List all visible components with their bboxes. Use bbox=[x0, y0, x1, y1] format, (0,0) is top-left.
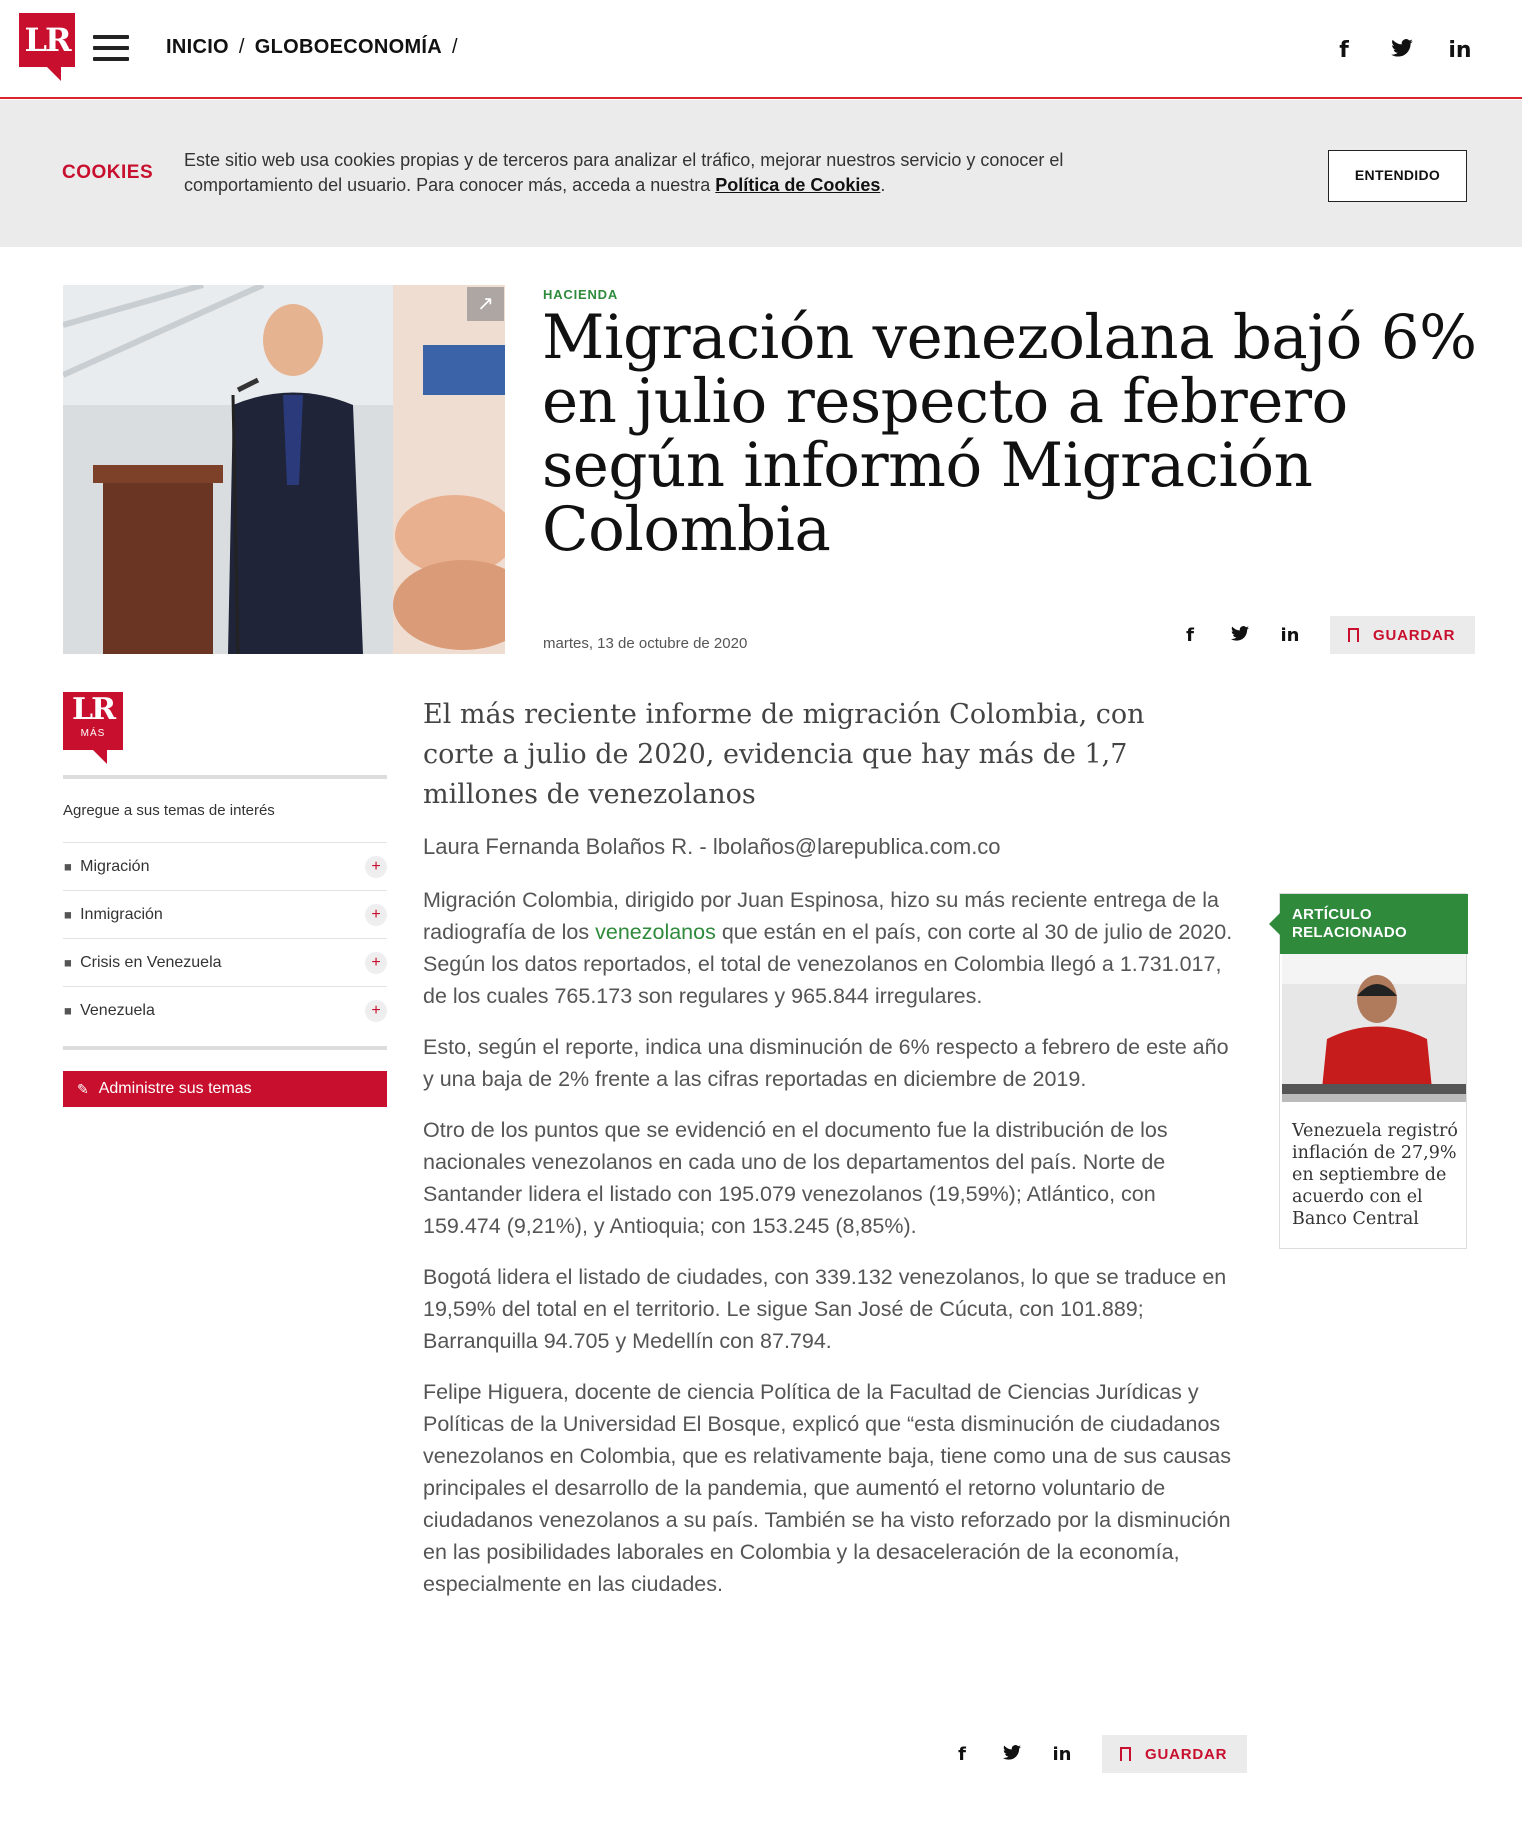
linkedin-icon[interactable]: in bbox=[1280, 624, 1300, 646]
tag-icon: ⬥ bbox=[58, 953, 76, 971]
twitter-icon[interactable] bbox=[1002, 1744, 1022, 1765]
site-logo-tail bbox=[47, 67, 61, 81]
cookie-text: Este sitio web usa cookies propias y de terceros para analizar el tráfico, mejorar nuestros servicio y conocer el comportamiento del usuario. Para conocer más, acceda a nuestra Política de Cookies. bbox=[184, 150, 1064, 195]
breadcrumb-inicio[interactable]: INICIO bbox=[166, 36, 229, 58]
add-topic-icon[interactable]: + bbox=[365, 952, 387, 974]
related-article-image[interactable] bbox=[1282, 954, 1466, 1102]
article-share-bottom bbox=[952, 1735, 1247, 1773]
tag-icon: ⬥ bbox=[58, 857, 76, 875]
lr-mas-logo-tail bbox=[93, 750, 107, 764]
topic-item[interactable]: ⬥ Inmigración + bbox=[63, 890, 387, 938]
topic-item[interactable]: ⬥ Migración + bbox=[63, 842, 387, 890]
expand-image-icon[interactable]: ↗ bbox=[467, 287, 504, 321]
article-author: Laura Fernanda Bolaños R. - lbolaños@larepublica.com.co bbox=[423, 834, 1001, 859]
linkedin-icon[interactable]: in bbox=[1052, 1743, 1072, 1765]
related-label-arrow bbox=[1269, 913, 1280, 935]
article-lead: El más reciente informe de migración Colombia, con corte a julio de 2020, evidencia que hay más de 1,7 millones de venezolanos bbox=[423, 699, 1145, 810]
topic-item[interactable]: ⬥ Venezuela + bbox=[63, 986, 387, 1034]
facebook-icon[interactable]: f bbox=[1186, 624, 1194, 646]
menu-icon[interactable] bbox=[93, 35, 129, 61]
paragraph: Esto, según el reporte, indica una disminución de 6% respecto a febrero de este año y una baja de 2% frente a las cifras reportadas en diciembre de 2019. bbox=[423, 1035, 1229, 1091]
cookie-policy-link[interactable]: Política de Cookies bbox=[715, 175, 881, 195]
breadcrumb: INICIO / GLOBOECONOMÍA / bbox=[166, 36, 458, 58]
accept-cookies-button[interactable]: ENTENDIDO bbox=[1328, 150, 1467, 202]
breadcrumb-globoeconomia[interactable]: GLOBOECONOMÍA bbox=[254, 36, 443, 58]
site-header bbox=[0, 0, 1522, 99]
tag-icon: ⬥ bbox=[58, 1001, 76, 1019]
add-topic-icon[interactable]: + bbox=[365, 856, 387, 878]
related-article-card[interactable] bbox=[1279, 893, 1467, 1249]
bookmark-icon bbox=[1348, 628, 1359, 642]
bookmark-icon bbox=[1120, 1747, 1131, 1761]
twitter-icon[interactable] bbox=[1390, 38, 1414, 63]
article-title: Migración venezolana bajó 6% en julio respecto a febrero según informó Migración Colombia bbox=[542, 302, 1477, 565]
sidebar-divider bbox=[63, 775, 387, 779]
related-article-title[interactable]: Venezuela registró inflación de 27,9% en septiembre de acuerdo con el Banco Central bbox=[1292, 1121, 1458, 1229]
cookie-banner bbox=[0, 100, 1522, 247]
topic-item[interactable]: ⬥ Crisis en Venezuela + bbox=[63, 938, 387, 986]
twitter-icon[interactable] bbox=[1230, 625, 1250, 646]
paragraph: Migración Colombia, dirigido por Juan Espinosa, hizo su más reciente entrega de la radiografía de los venezolanos que están en el país, con corte al 30 de julio de 2020. Según los datos reportados, el total de venezolanos en Colombia llegó a 1.731.017, de los cuales 765.173 son regulares y 965.844 irregulares. bbox=[423, 888, 1233, 1008]
manage-topics-button[interactable]: ✎ Administre sus temas bbox=[63, 1071, 387, 1107]
sidebar-heading: Agregue a sus temas de interés bbox=[63, 802, 275, 819]
paragraph: Felipe Higuera, docente de ciencia Política de la Facultad de Ciencias Jurídicas y Políticas de la Universidad El Bosque, explicó que “esta disminución de ciudadanos venezolanos en Colombia, que es relativamente baja, tiene como una de sus causas principales el desarrollo de la pandemia, que aumentó el retorno voluntario de ciudadanos venezolanos a su país. También se ha visto reforzado por la disminución en las posibilidades laborales en Colombia y la desaceleración de la economía, especialmente en las ciudades. bbox=[423, 1380, 1231, 1596]
paragraph: Bogotá lidera el listado de ciudades, con 339.132 venezolanos, lo que se traduce en 19,59% del total en el territorio. Le sigue San José de Cúcuta, con 101.889; Barranquilla 94.705 y Medellín con 87.794. bbox=[423, 1265, 1227, 1353]
linkedin-icon[interactable]: in bbox=[1448, 38, 1472, 63]
facebook-icon[interactable]: f bbox=[1339, 38, 1349, 63]
pencil-icon: ✎ bbox=[77, 1080, 89, 1097]
article-category[interactable]: HACIENDA bbox=[543, 287, 619, 302]
save-article-button[interactable]: GUARDAR bbox=[1102, 1735, 1247, 1773]
sidebar-divider bbox=[63, 1046, 387, 1050]
article-body bbox=[423, 884, 1238, 1619]
lr-mas-logo[interactable]: LR MÁS bbox=[63, 692, 123, 750]
add-topic-icon[interactable]: + bbox=[365, 1000, 387, 1022]
site-logo[interactable]: LR bbox=[19, 13, 75, 67]
article-hero-image[interactable] bbox=[63, 285, 505, 654]
add-topic-icon[interactable]: + bbox=[365, 904, 387, 926]
topics-list bbox=[58, 842, 387, 1034]
related-label: ARTÍCULO RELACIONADO bbox=[1280, 894, 1468, 954]
tag-icon: ⬥ bbox=[58, 905, 76, 923]
tag-link-venezolanos[interactable]: venezolanos bbox=[595, 920, 716, 944]
cookie-title: COOKIES bbox=[62, 162, 154, 183]
paragraph: Otro de los puntos que se evidenció en el documento fue la distribución de los nacionales venezolanos en cada uno de los departamentos del país. Norte de Santander lidera el listado con 195.079 venezolanos (19,59%); Atlántico, con 159.474 (9,21%), y Antioquia; con 153.245 (8,85%). bbox=[423, 1118, 1168, 1238]
article-share-top bbox=[1180, 616, 1475, 654]
article-date: martes, 13 de octubre de 2020 bbox=[543, 635, 748, 652]
facebook-icon[interactable]: f bbox=[958, 1743, 966, 1765]
header-social bbox=[1332, 38, 1472, 63]
save-article-button[interactable]: GUARDAR bbox=[1330, 616, 1475, 654]
